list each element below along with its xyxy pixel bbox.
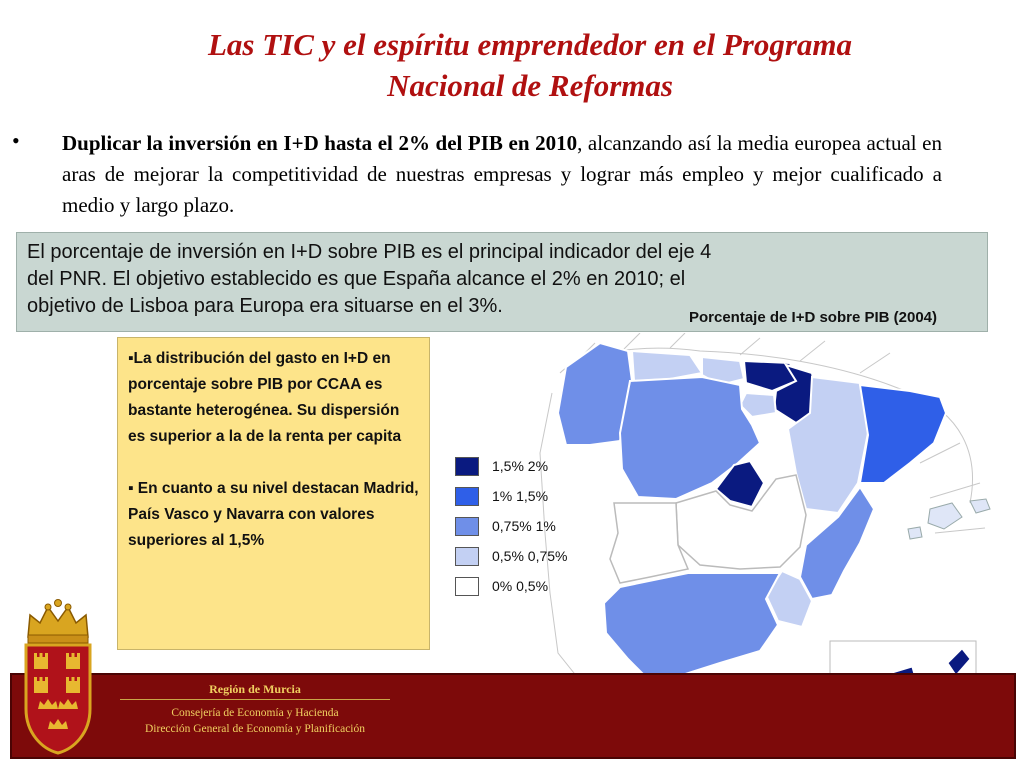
bullet-rest-text: , alcanzando así la media europea actual en aras de mejorar la competitividad de nuestras empresas y lograr más empleo y mejor cualificado a medio y largo plazo. bbox=[62, 131, 942, 217]
region-andalucia bbox=[604, 573, 780, 679]
legend-label: 0% 0,5% bbox=[492, 578, 549, 594]
commentary-box bbox=[117, 337, 430, 650]
info-box-text: El porcentaje de inversión en I+D sobre PIB es el principal indicador del eje 4 del PNR. El objetivo establecido es que España alcance el 2% en 2010; el objetivo de Lisboa para Europa era situarse en el 3%. bbox=[27, 241, 712, 317]
legend-swatch bbox=[455, 547, 479, 566]
legend-label: 0,5% 0,75% bbox=[492, 548, 568, 564]
footer-text bbox=[110, 675, 400, 737]
legend-swatch bbox=[455, 457, 479, 476]
legend-swatch bbox=[455, 577, 479, 596]
footer-region: Región de Murcia bbox=[209, 682, 301, 696]
legend-label: 1% 1,5% bbox=[492, 488, 549, 504]
legend-label: 1,5% 2% bbox=[492, 458, 549, 474]
commentary-paragraph-2: ▪ En cuanto a su nivel destacan Madrid, País Vasco y Navarra con valores superiores al 1,5% bbox=[128, 480, 419, 549]
legend-swatch bbox=[455, 517, 479, 536]
legend-swatch bbox=[455, 487, 479, 506]
slide-title-line-1: Las TIC y el espíritu emprendedor en el Programa bbox=[207, 27, 853, 62]
map-title: Porcentaje de I+D sobre PIB (2004) bbox=[688, 309, 937, 326]
commentary-paragraph-1: ▪La distribución del gasto en I+D en porcentaje sobre PIB por CCAA es bastante heterogénea. Su dispersión es superior a la de la renta per capita bbox=[128, 350, 402, 445]
footer-line-2: Dirección General de Economía y Planificación bbox=[144, 723, 365, 735]
bullet-bold-text: Duplicar la inversión en I+D hasta el 2% del PIB en 2010 bbox=[62, 131, 578, 155]
region-extremadura bbox=[610, 503, 688, 583]
footer-line-1: Consejería de Economía y Hacienda bbox=[171, 707, 339, 719]
footer-divider bbox=[120, 699, 390, 700]
bullet-text bbox=[62, 128, 942, 221]
footer-banner bbox=[10, 673, 1016, 759]
info-box bbox=[16, 232, 988, 332]
slide-title bbox=[60, 24, 1000, 106]
bullet-marker: • bbox=[12, 128, 20, 153]
region-baleares bbox=[908, 499, 990, 539]
coat-of-arms-icon bbox=[18, 597, 98, 757]
legend-label: 0,75% 1% bbox=[492, 518, 556, 534]
region-asturias bbox=[632, 351, 702, 381]
main-bullet bbox=[12, 128, 942, 221]
slide-title-line-2: Nacional de Reformas bbox=[387, 68, 673, 103]
region-cataluna bbox=[860, 385, 946, 483]
